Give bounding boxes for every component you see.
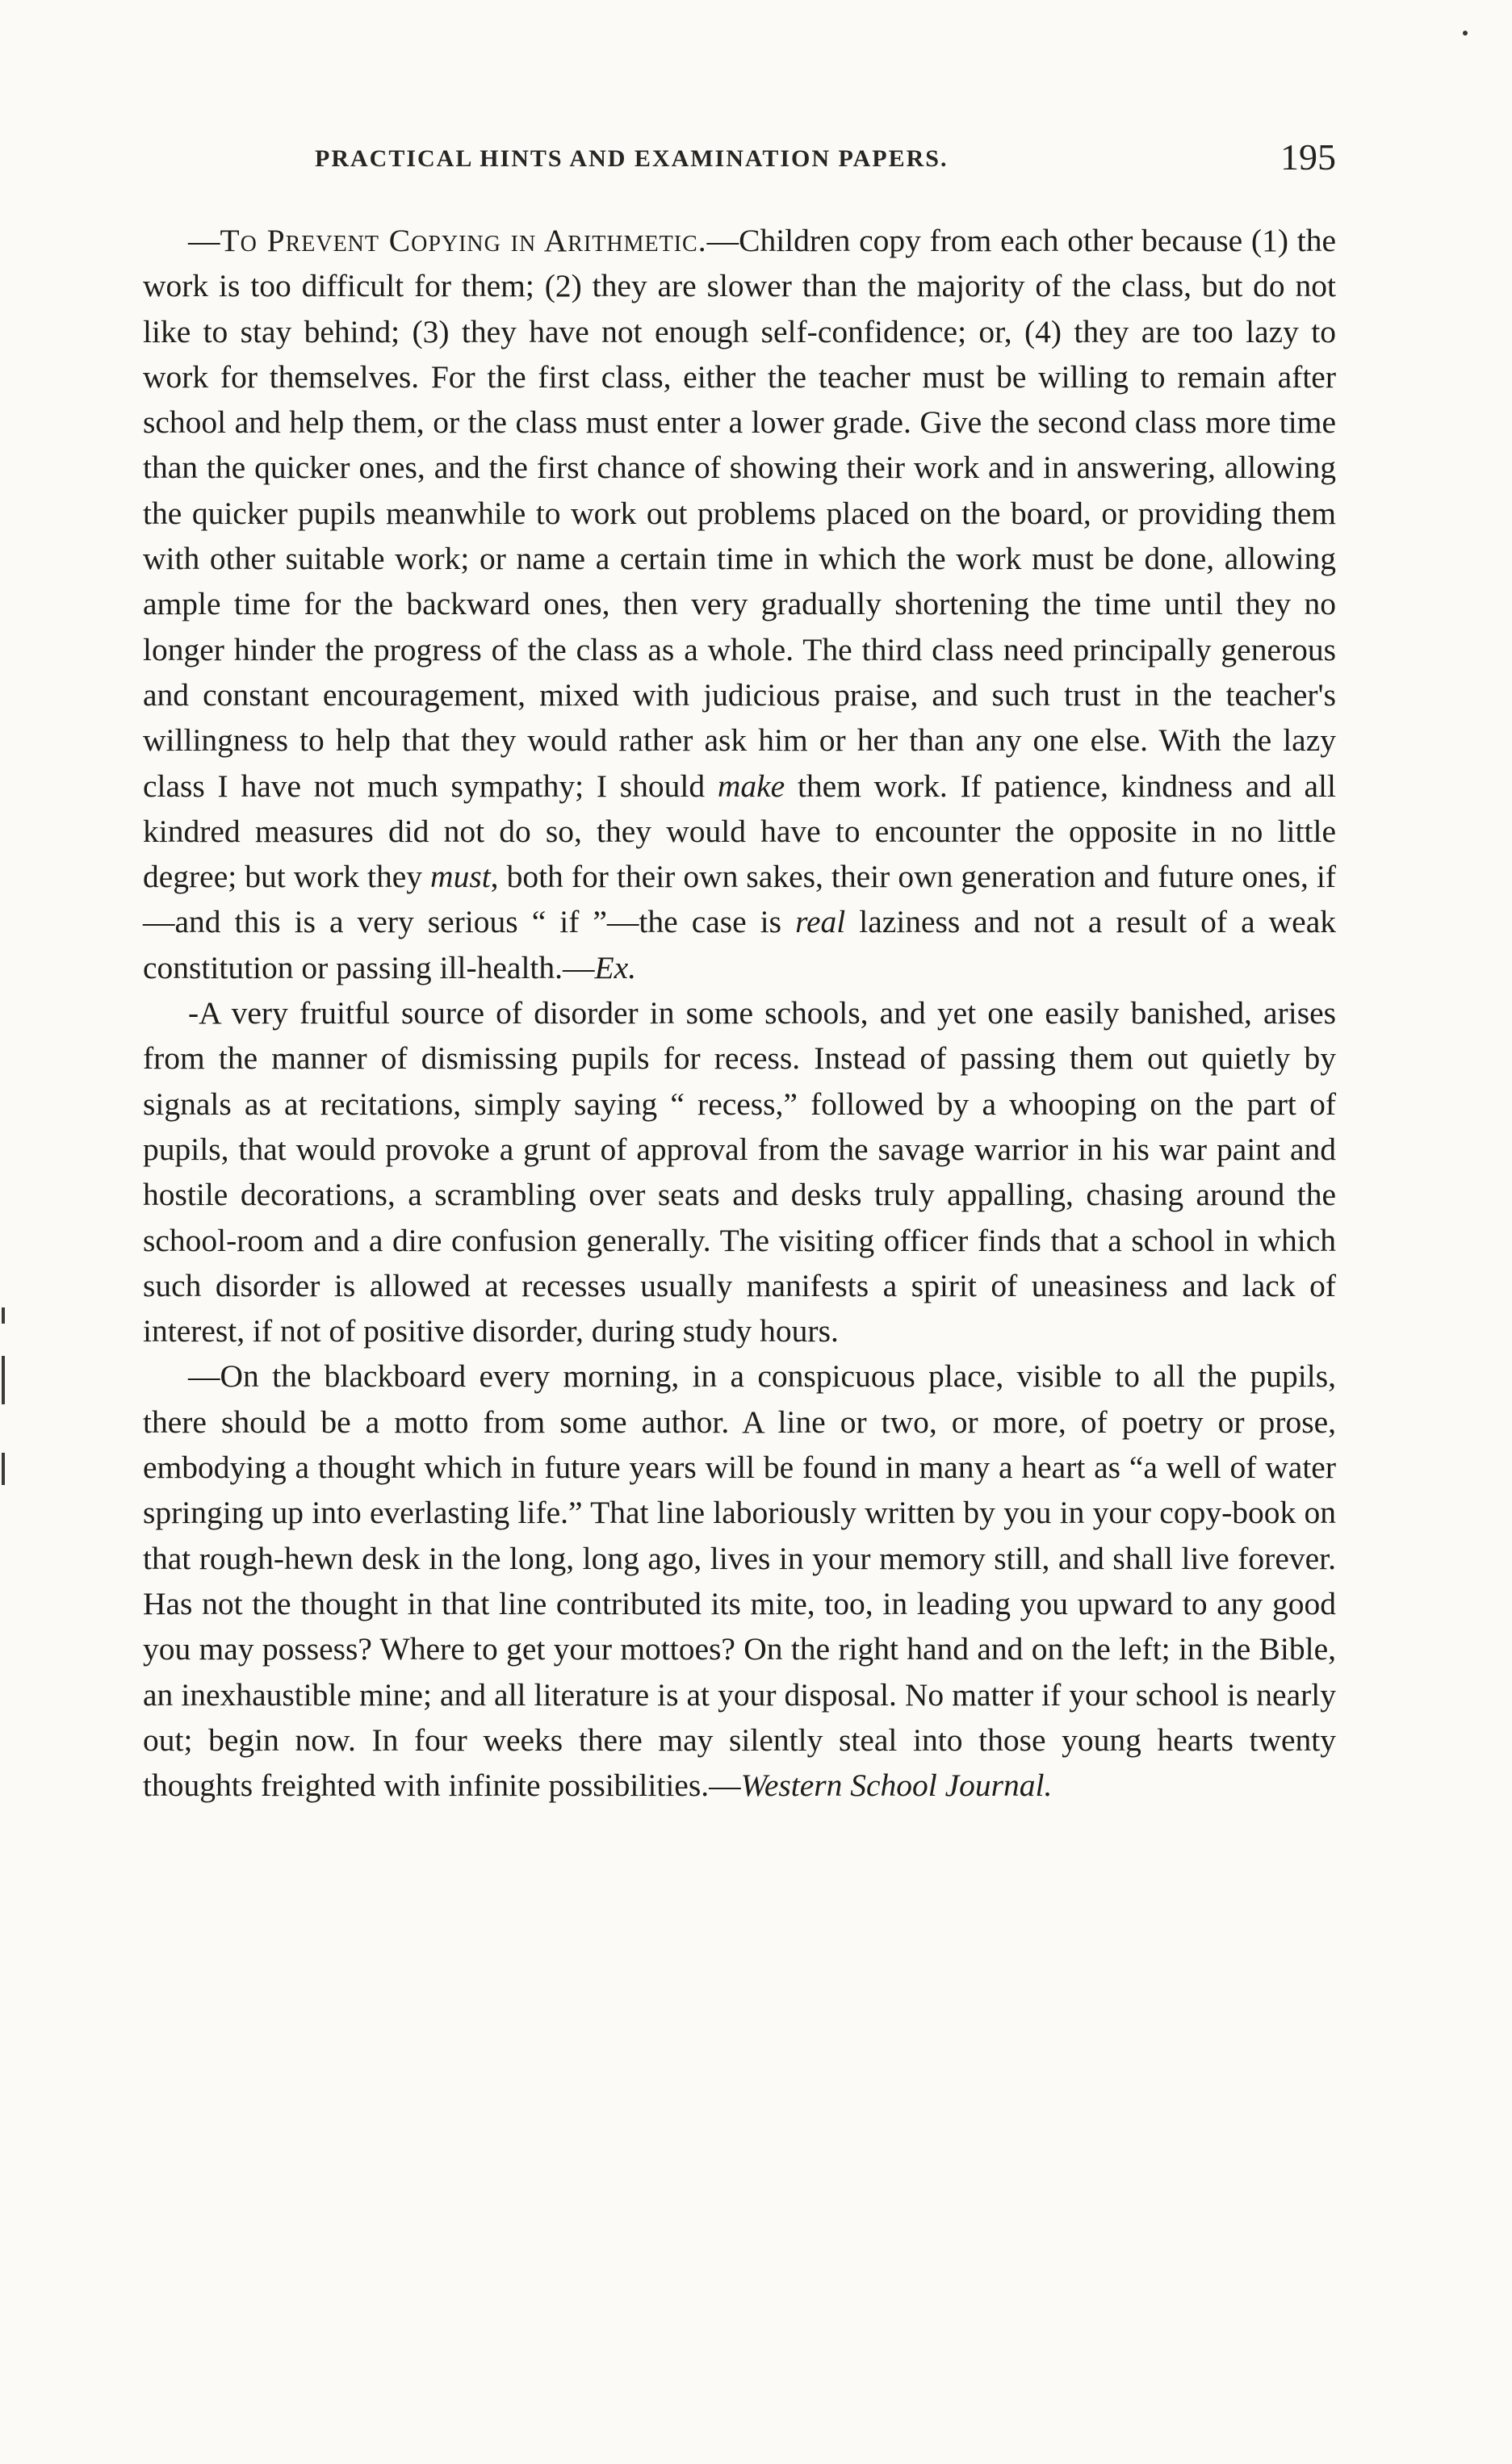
source-citation: Ex.	[594, 949, 637, 985]
emphasis: real	[795, 904, 846, 940]
paragraph-recess	[143, 990, 1336, 1353]
paragraph-text: , both for their own sakes, their own generation and future ones, if—and this is a very serious “ if ”—the case is	[143, 859, 1336, 940]
margin-mark	[2, 1356, 5, 1404]
running-head: PRACTICAL HINTS AND EXAMINATION PAPERS.	[315, 145, 949, 172]
page-number: 195	[1280, 136, 1336, 178]
paragraph-text: laziness and not a result of a weak constitution or passing ill-health.—	[143, 904, 1337, 985]
paragraph-copying	[143, 218, 1336, 990]
ink-speck	[1463, 31, 1468, 36]
section-heading: To Prevent Copying in Arithmetic.	[220, 223, 707, 258]
paragraph-text: —Children copy from each other because (1) the work is too difficult for them; (2) they are slower than the majority of the class, but do not like to stay behind; (3) they have not enough self-confidence; or, (4) they are too lazy to work for themselves. For the first class, either the teacher must be willing to remain after school and help them, or the class must enter a lower grade. Give the second class more time than the quicker ones, and the first chance of showing their work and in answering, allowing the quicker pupils meanwhile to work out problems placed on the board, or providing them with other suitable work; or name a certain time in which the work must be done, allowing ample time for the backward ones, then very gradually shortening the time until they no longer hinder the progress of the class as a whole. The third class need principally generous and constant encouragement, mixed with judicious praise, and such trust in the teacher's willingness to help that they would rather ask him or her than any one else. With the lazy class I have not much sympathy; I should	[143, 223, 1336, 804]
body-text	[143, 218, 1336, 1808]
paragraph-text: -A very fruitful source of disorder in some schools, and yet one easily banished, arises from the manner of dismissing pupils for recess. Instead of passing them out quietly by signals as at recitations, simply saying “ recess,” followed by a whooping on the part of pupils, that would provoke a grunt of approval from the savage warrior in his war paint and hostile decorations, a scrambling over seats and desks truly appalling, chasing around the school-room and a dire confusion generally. The visiting officer finds that a school in which such disorder is allowed at recesses usually manifests a spirit of uneasiness and lack of interest, if not of positive disorder, during study hours.	[143, 995, 1336, 1349]
source-citation: Western School Journal.	[740, 1767, 1053, 1804]
paragraph-text: —On the blackboard every morning, in a conspicuous place, visible to all the pupils, there should be a motto from some author. A line or two, or more, of poetry or prose, embodying a thought which in future years will be found in many a heart as “a well of water springing up into everlasting life.” That line laboriously written by you in your copy-book on that rough-hewn desk in the long, long ago, lives in your memory still, and shall live forever. Has not the thought in that line contributed its mite, too, in leading you upward to any good you may possess? Where to get your mottoes? On the right hand and on the left; in the Bible, an inexhaustible mine; and all literature is at your disposal. No matter if your school is nearly out; begin now. In four weeks there may silently steal into those young hearts twenty thoughts freighted with infinite possibilities.—	[143, 1358, 1336, 1804]
emphasis: must	[430, 859, 491, 895]
page-header	[141, 136, 1336, 184]
paragraph-mottoes	[143, 1353, 1336, 1808]
paragraph-text: them work. If patience, kindness and all kindred measures did not do so, they would have to encounter the opposite in no little degree; but work they	[143, 768, 1337, 895]
margin-mark	[2, 1453, 5, 1485]
lead-dash: —	[188, 223, 220, 258]
emphasis: make	[717, 768, 785, 804]
margin-mark	[2, 1307, 5, 1324]
